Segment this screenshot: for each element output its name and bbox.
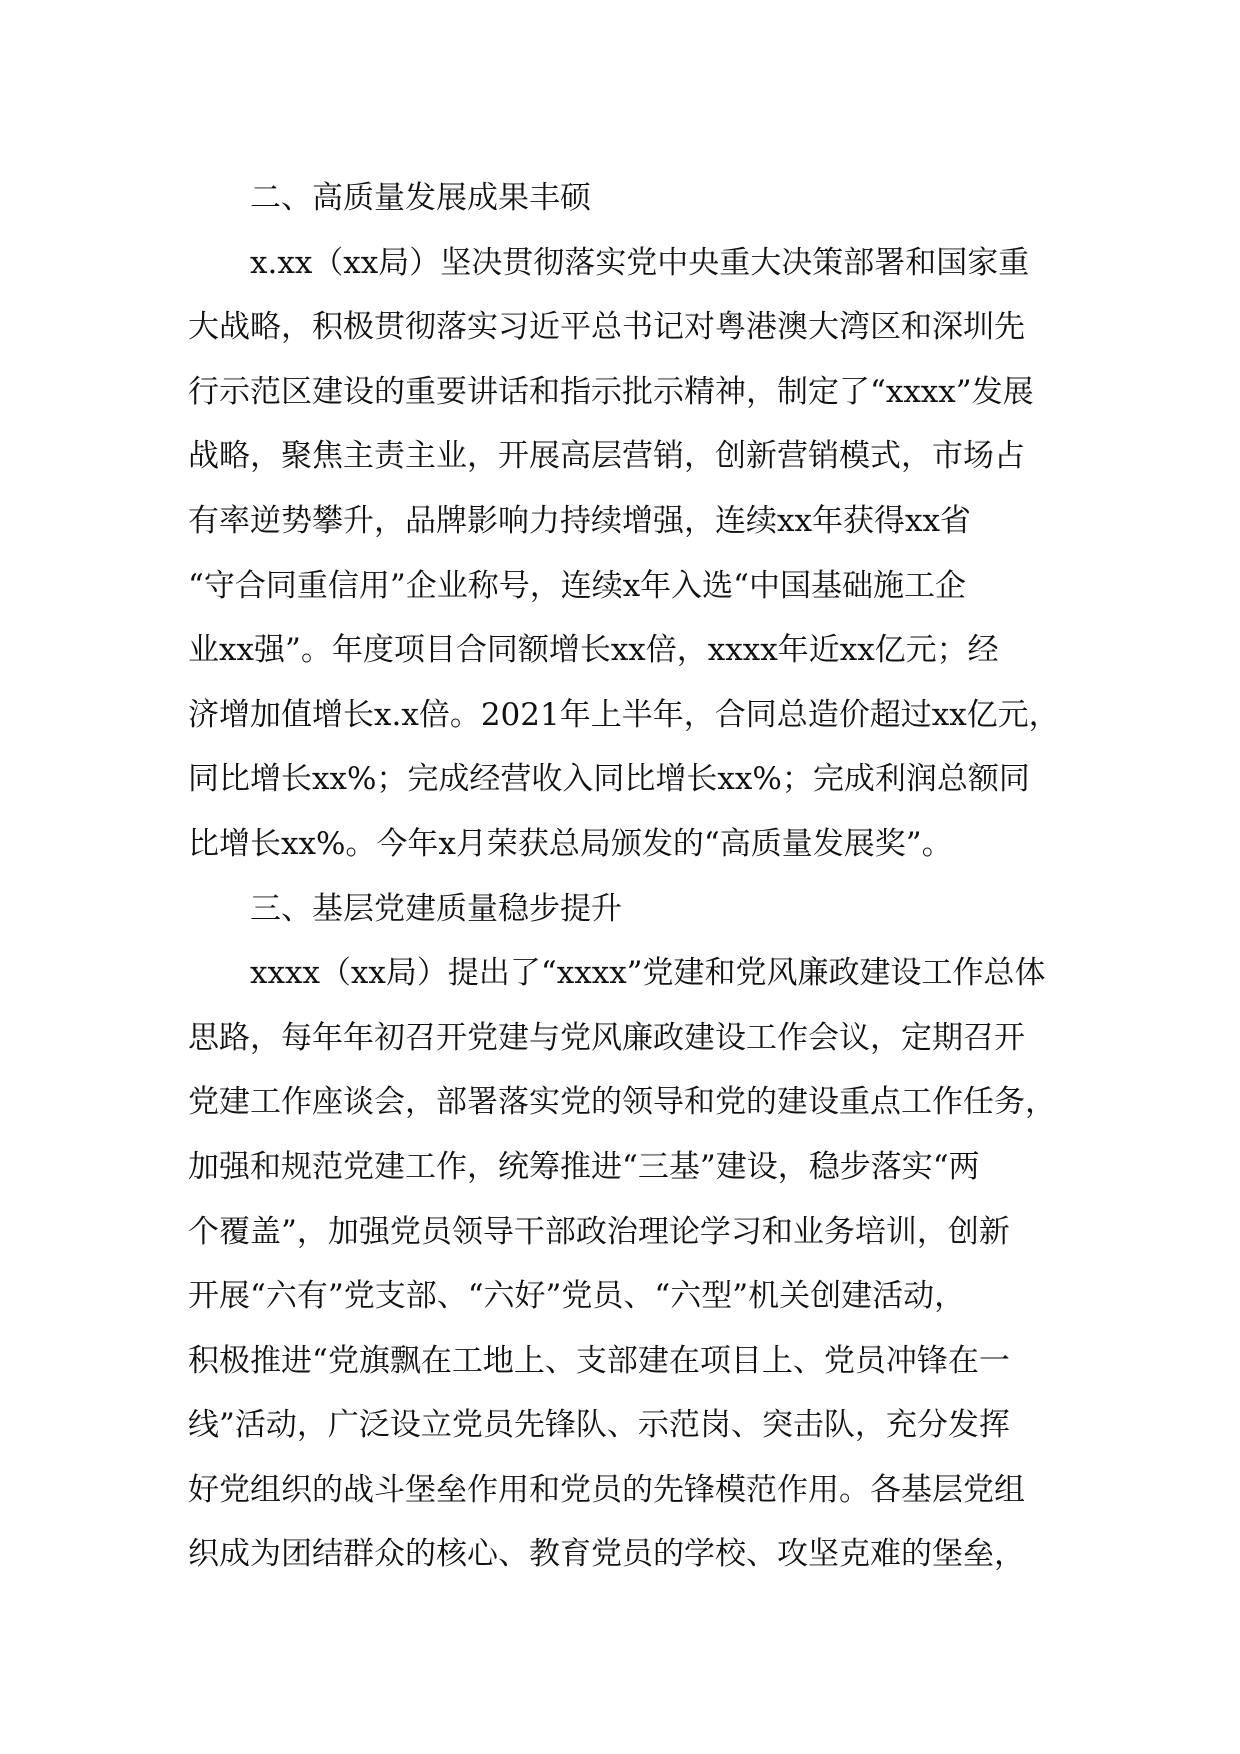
paragraph-line: 开展“六有”党支部、“六好”党员、“六型”机关创建活动，: [188, 1278, 966, 1315]
paragraph-line: 行示范区建设的重要讲话和指示批示精神，制定了“xxxx”发展: [188, 373, 1034, 410]
paragraph-line: 个覆盖”，加强党员领导干部政治理论学习和业务培训，创新: [188, 1213, 1010, 1250]
paragraph-line: 好党组织的战斗堡垒作用和党员的先锋模范作用。各基层党组: [188, 1471, 1025, 1508]
paragraph-line: 积极推进“党旗飘在工地上、支部建在项目上、党员冲锋在一: [188, 1342, 1010, 1379]
paragraph-line: 党建工作座谈会，部署落实党的领导和党的建设重点工作任务，: [188, 1084, 1056, 1121]
section-paragraph-2: [188, 231, 1068, 877]
section-heading-3: 三、基层党建质量稳步提升: [250, 890, 622, 927]
paragraph-line: 比增长xx%。今年x月荣获总局颁发的“高质量发展奖”。: [188, 825, 953, 862]
paragraph-line: 济增加值增长x.x倍。2021年上半年，合同总造价超过xx亿元，: [188, 696, 1060, 733]
paragraph-line: 有率逆势攀升，品牌影响力持续增强，连续xx年获得xx省: [188, 502, 971, 539]
paragraph-line: x.xx（xx局）坚决贯彻落实党中央重大决策部署和国家重: [250, 244, 1030, 281]
paragraph-line: 战略，聚焦主责主业，开展高层营销，创新营销模式，市场占: [188, 438, 1025, 475]
paragraph-line: 加强和规范党建工作，统筹推进“三基”建设，稳步落实“两: [188, 1148, 980, 1185]
paragraph-line: 思路，每年年初召开党建与党风廉政建设工作会议，定期召开: [188, 1019, 1025, 1056]
paragraph-line: 业xx强”。年度项目合同额增长xx倍，xxxx年近xx亿元；经: [188, 632, 999, 669]
paragraph-line: “守合同重信用”企业称号，连续x年入选“中国基础施工企: [188, 567, 967, 604]
section-paragraph-3: [188, 941, 1068, 1587]
document-body: [188, 166, 1068, 1587]
paragraph-line: 大战略，积极贯彻落实习近平总书记对粤港澳大湾区和深圳先: [188, 309, 1025, 346]
paragraph-line: 同比增长xx%；完成经营收入同比增长xx%；完成利润总额同: [188, 761, 1030, 798]
paragraph-line: 线”活动，广泛设立党员先锋队、示范岗、突击队，充分发挥: [188, 1407, 1010, 1444]
paragraph-line: xxxx（xx局）提出了“xxxx”党建和党风廉政建设工作总体: [250, 955, 1046, 992]
paragraph-line: 织成为团结群众的核心、教育党员的学校、攻坚克难的堡垒，: [188, 1536, 1025, 1573]
section-heading-2: 二、高质量发展成果丰硕: [250, 180, 591, 216]
